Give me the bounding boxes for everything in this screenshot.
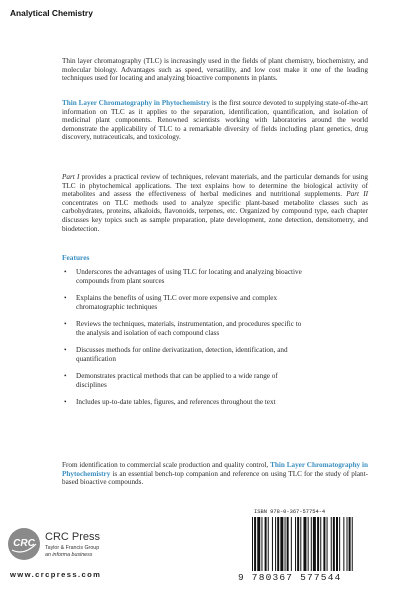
publisher-logo: [8, 528, 178, 568]
barcode-bar: [287, 517, 289, 571]
feature-text: Explains the benefits of using TLC over more expensive and complex chromatographic techniques: [76, 293, 278, 311]
barcode-bar: [297, 517, 299, 571]
barcode-bar: [327, 517, 328, 571]
barcode-bar: [265, 517, 267, 571]
description-text: is the first source devoted to supplying state-of-the-art information on TLC as it applies to the separation, identification, quantification, and isolation of medicinal plant components. Renowned scientists working with laboratories around the world demonstrate the applicability of TLC to a remarkable diversity of fields including plant genetics, drug discovery, nutraceuticals, and toxicology.: [62, 99, 368, 142]
barcode-bar: [343, 517, 344, 571]
barcode-bar: [313, 517, 316, 571]
bullet-point-icon: •: [64, 268, 67, 276]
part-two-label: Part II: [346, 190, 368, 199]
barcode-bar: [277, 517, 279, 571]
category-label: Analytical Chemistry: [10, 8, 93, 18]
closing-book-title: Thin Layer Chromatography in Phytochemistry: [62, 461, 368, 478]
intro-paragraph: Thin layer chromatography (TLC) is increasingly used in the fields of plant chemistry, biochemistry, and molecular biology. Advantages such as speed, versatility, and low cost make it one of the leading techniques used for locating and analyzing bioactive components in plants.: [62, 57, 368, 83]
barcode-bar: [308, 517, 309, 571]
feature-text: Includes up-to-date tables, figures, and references throughout the text: [76, 397, 276, 406]
barcode-bar: [272, 517, 273, 571]
barcode-bar: [323, 517, 325, 571]
feature-item: [62, 294, 308, 311]
barcode-bar: [275, 517, 276, 571]
bullet-point-icon: •: [64, 371, 67, 380]
barcode-number: 9 780367 577544: [238, 572, 342, 583]
feature-text: Discusses methods for online derivatization, detection, identification, and quantification: [76, 345, 288, 363]
barcode-bar: [336, 517, 338, 571]
barcode-bar: [331, 517, 332, 571]
barcode-bar: [291, 517, 292, 571]
bullet-point-icon: •: [64, 345, 67, 354]
barcode-graphic: [238, 517, 386, 573]
bullet-point-icon: •: [64, 397, 67, 406]
feature-text: Reviews the techniques, materials, instrumentation, and procedures specific to the analysis and isolation of each compound class: [76, 319, 302, 337]
features-list: [62, 268, 368, 415]
isbn-label: ISBN 978-0-367-57754-4: [254, 509, 326, 515]
barcode-bar: [280, 517, 283, 571]
barcode-bar: [317, 517, 319, 571]
barcode-bar: [333, 517, 335, 571]
barcode-bar: [320, 517, 321, 571]
barcode-bar: [295, 517, 296, 571]
barcode-bar: [285, 517, 286, 571]
closing-text-before: From identification to commercial scale production and quality control,: [62, 461, 271, 469]
part-one-text: provides a practical review of techniques, relevant materials, and the particular demands for using TLC in phytochemical applications. The text explains how to determine the biological activity of metabolites and assess the effectiveness of herbal medicines and nutritional supplements.: [62, 173, 368, 199]
logo-mark-text: CRC: [13, 538, 35, 549]
publisher-group: Taylor & Francis Group: [45, 545, 100, 551]
features-heading: Features: [62, 253, 90, 262]
part-one-label: Part I: [62, 173, 80, 181]
feature-item: [62, 268, 308, 285]
description-paragraph: [62, 99, 368, 142]
bullet-point-icon: •: [64, 319, 67, 328]
barcode-bar: [349, 517, 351, 571]
bullet-point-icon: •: [64, 293, 67, 302]
part-two-text: concentrates on TLC methods used to analyze specific plant-based metabolite classes such as carbohydrates, proteins, alkaloids, flavonoids, terpenes, etc. Organized by compound type, each chapter discusses key topics such as sample preparation, plate development, zone detection, densitometry, and biodetection.: [62, 198, 368, 233]
feature-item: [62, 320, 308, 337]
closing-text-after: is an essential bench-top companion and reference on using TLC for the study of plant-based bioactive compounds.: [62, 469, 368, 487]
feature-item: [62, 346, 308, 363]
barcode-bar: [257, 517, 260, 571]
barcode-bar: [252, 517, 253, 571]
publisher-url: www.crcpress.com: [10, 570, 102, 579]
barcode-bar: [254, 517, 256, 571]
closing-paragraph: [62, 461, 368, 487]
feature-text: Demonstrates practical methods that can be applied to a wide range of disciplines: [76, 371, 278, 389]
parts-paragraph: [62, 173, 368, 233]
barcode-bar: [352, 517, 353, 571]
feature-item: [62, 398, 308, 407]
feature-text: Underscores the advantages of using TLC for locating and analyzing bioactive compounds from plant sources: [76, 268, 302, 285]
barcode-bar: [268, 517, 269, 571]
publisher-tagline: an informa business: [45, 552, 93, 558]
publisher-name: CRC Press: [45, 531, 101, 543]
crc-logo-icon: [8, 528, 40, 560]
barcode-bar: [339, 517, 340, 571]
isbn-barcode-block: [238, 509, 386, 587]
barcode-bar: [261, 517, 262, 571]
barcode-bar: [347, 517, 348, 571]
book-title-highlight: Thin Layer Chromatography in Phytochemistry: [62, 99, 211, 107]
barcode-bar: [303, 517, 306, 571]
barcode-bar: [300, 517, 301, 571]
feature-item: [62, 372, 308, 389]
barcode-bar: [311, 517, 312, 571]
